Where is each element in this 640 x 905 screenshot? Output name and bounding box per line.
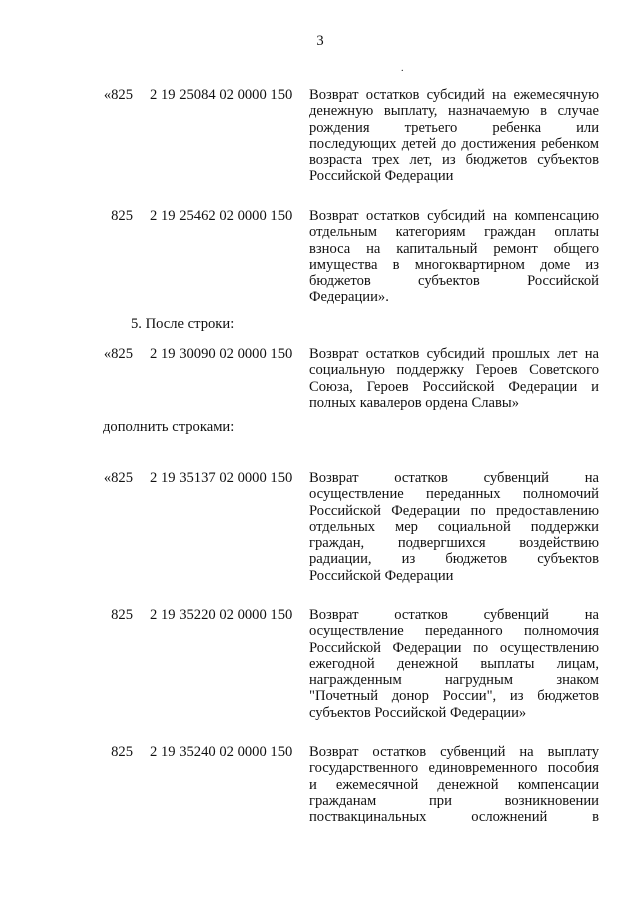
code-description [309, 87, 599, 185]
description-line: социальную поддержку Героев Советского [309, 362, 599, 379]
description-line: Возврат остатков субсидий на компенсацию [309, 208, 599, 224]
code-prefix: 825 [111, 744, 133, 760]
description-line: рождения третьего ребенка или [309, 119, 599, 136]
description-line: осуществление переданного полномочия [309, 623, 599, 640]
description-line: Возврат остатков субсидий на ежемесячную [309, 87, 599, 103]
classification-code: 2 19 35137 02 0000 150 [150, 470, 293, 486]
classification-code: 2 19 25084 02 0000 150 [150, 87, 293, 103]
supplement-label: дополнить строками: [103, 419, 235, 435]
description-line: гражданам при возникновении [309, 792, 599, 809]
description-line: денежную выплату, назначаемую в случае [309, 103, 599, 120]
description-line: Российской Федерации [309, 168, 454, 185]
classification-code: 2 19 35240 02 0000 150 [150, 744, 293, 760]
description-line: возраста трех лет, из бюджетов субъектов [309, 152, 599, 169]
code-description [309, 744, 599, 825]
code-description [309, 470, 599, 584]
description-line: отдельным категориям граждан оплаты [309, 224, 599, 241]
description-line: Союза, Героев Российской Федерации и [309, 378, 599, 395]
description-line: государственного единовременного пособия [309, 760, 599, 777]
code-prefix: 825 [111, 607, 133, 623]
description-line: бюджетов субъектов Российской [309, 273, 599, 290]
description-line: награжденным нагрудным знаком [309, 672, 599, 689]
classification-code: 2 19 25462 02 0000 150 [150, 208, 293, 224]
code-prefix: 825 [111, 208, 133, 224]
description-line: субъектов Российской Федерации» [309, 704, 527, 721]
description-line: Возврат остатков субсидий прошлых лет на [309, 346, 599, 362]
classification-code: 2 19 30090 02 0000 150 [150, 346, 293, 362]
code-description [309, 208, 599, 306]
code-description [309, 346, 599, 411]
description-line: последующих детей до достижения ребенком [309, 135, 599, 152]
description-line: Возврат остатков субвенций на выплату [309, 744, 599, 760]
description-line: Федерации». [309, 289, 389, 306]
classification-code: 2 19 35220 02 0000 150 [150, 607, 293, 623]
code-prefix: «825 [103, 470, 133, 486]
description-line: поствакцинальных осложнений в [309, 809, 599, 826]
description-line: ежегодной денежной выплаты лицам, [309, 655, 599, 672]
description-line: взноса на капитальный ремонт общего [309, 240, 599, 257]
description-line: Российской Федерации по осуществлению [309, 639, 599, 656]
stray-dot: . [401, 63, 404, 74]
description-line: граждан, подвергшихся воздействию [309, 535, 599, 552]
description-line: полных кавалеров ордена Славы» [309, 394, 520, 411]
page-number: 3 [316, 33, 324, 49]
item-5-label: 5. После строки: [131, 316, 235, 332]
description-line: имущества в многоквартирном доме из [309, 256, 599, 273]
description-line: осуществление переданных полномочий [309, 486, 599, 503]
description-line: отдельных мер социальной поддержки [309, 518, 599, 535]
code-prefix: «825 [103, 346, 133, 362]
description-line: "Почетный донор России", из бюджетов [309, 688, 599, 705]
description-line: Российской Федерации [309, 567, 454, 584]
description-line: и ежемесячной денежной компенсации [309, 776, 599, 793]
description-line: Возврат остатков субвенций на [309, 607, 599, 623]
code-prefix: «825 [103, 87, 133, 103]
description-line: радиации, из бюджетов субъектов [309, 551, 599, 568]
code-description [309, 607, 599, 721]
description-line: Возврат остатков субвенций на [309, 470, 599, 486]
description-line: Российской Федерации по предоставлению [309, 502, 599, 519]
